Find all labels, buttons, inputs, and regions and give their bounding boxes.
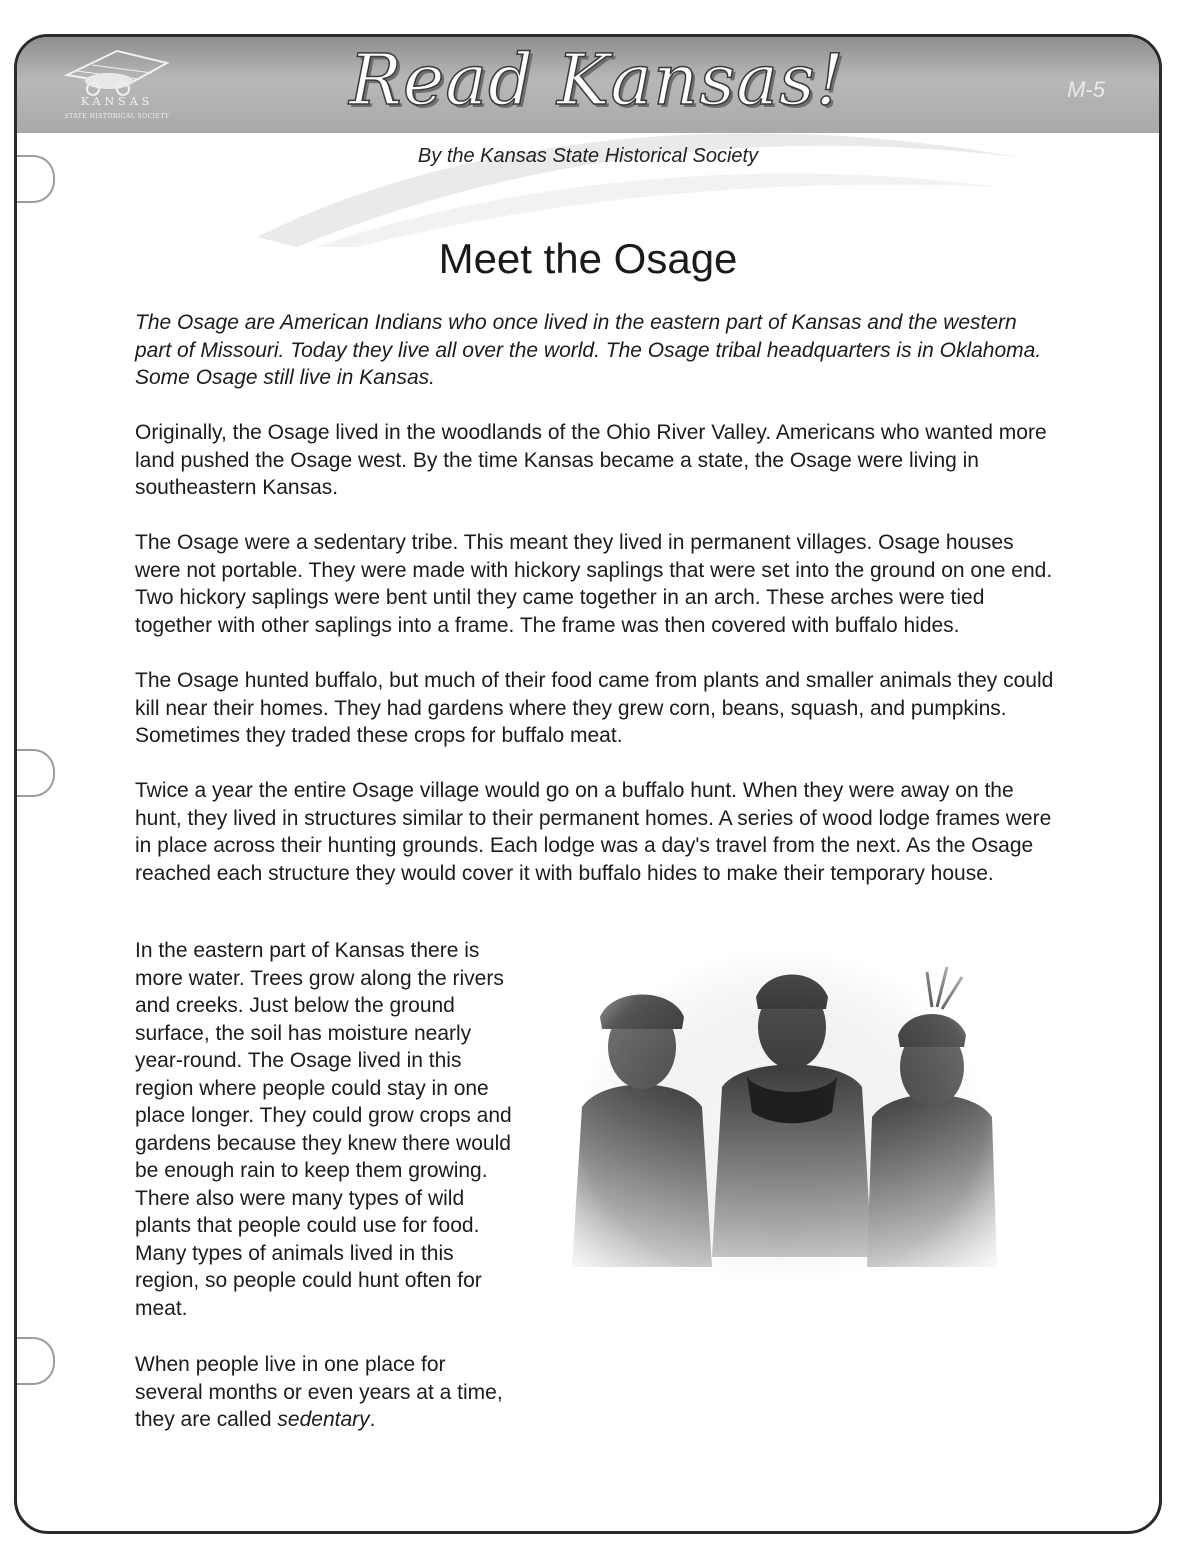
definition-text: When people live in one place for several months or even years at a time, they are called xyxy=(135,1353,503,1431)
intro-paragraph: The Osage are American Indians who once lived in the eastern part of Kansas and the western part of Missouri. Today they live all over the world. The Osage tribal headquarters is in Oklahoma. Some Osage still live in Kansas. xyxy=(135,311,1042,389)
byline: By the Kansas State Historical Society xyxy=(417,145,759,167)
paragraph-definition xyxy=(135,1351,515,1434)
masthead-title: Read Kansas! xyxy=(349,39,845,121)
osage-men-photograph xyxy=(542,937,1022,1337)
paragraph-food: The Osage hunted buffalo, but much of their food came from plants and smaller animals they could kill near their homes. They had gardens where they grew corn, beans, squash, and pumpkins. Sometimes they traded these crops for buffalo meat. xyxy=(135,669,1054,747)
definition-end: . xyxy=(369,1408,376,1431)
page-frame xyxy=(14,34,1162,1534)
definition-term: sedentary xyxy=(277,1408,370,1431)
binder-hole xyxy=(15,155,55,203)
paragraph-eastern-kansas: In the eastern part of Kansas there is more water. Trees grow along the rivers and creeks. Just below the ground surface, the soil has moisture nearly year-round. The Osage lived in this region where people could stay in one place longer. They could grow crops and gardens because they knew there would be enough rain to keep them growing. There also were many types of wild plants that people could use for food. Many types of animals lived in this region, so people could hunt often for meat. xyxy=(135,939,512,1320)
binder-hole xyxy=(15,1337,55,1385)
lesson-code: M-5 xyxy=(1067,77,1105,102)
paragraph-sedentary-tribe: The Osage were a sedentary tribe. This meant they lived in permanent villages. Osage houses were not portable. They were made with hickory saplings that were set into the ground on one end. Two hickory saplings were bent until they came together in an arch. These arches were tied together with other saplings into a frame. The frame was then covered with buffalo hides. xyxy=(135,531,1053,637)
logo-text: KANSAS xyxy=(80,95,154,108)
logo-subtext: STATE HISTORICAL SOCIETY xyxy=(64,113,170,120)
paragraph-buffalo-hunt: Twice a year the entire Osage village would go on a buffalo hunt. When they were away on the hunt, they lived in structures similar to their permanent homes. A series of wood lodge frames were in place across their hunting grounds. Each lodge was a day's travel from the next. As the Osage reached each structure they would cover it with buffalo hides to make their temporary house. xyxy=(135,779,1052,885)
paragraph-origins: Originally, the Osage lived in the woodlands of the Ohio River Valley. Americans who wanted more land pushed the Osage west. By the time Kansas became a state, the Osage were living in southeastern Kansas. xyxy=(135,421,1047,499)
page-title: Meet the Osage xyxy=(438,235,738,282)
binder-hole xyxy=(15,749,55,797)
